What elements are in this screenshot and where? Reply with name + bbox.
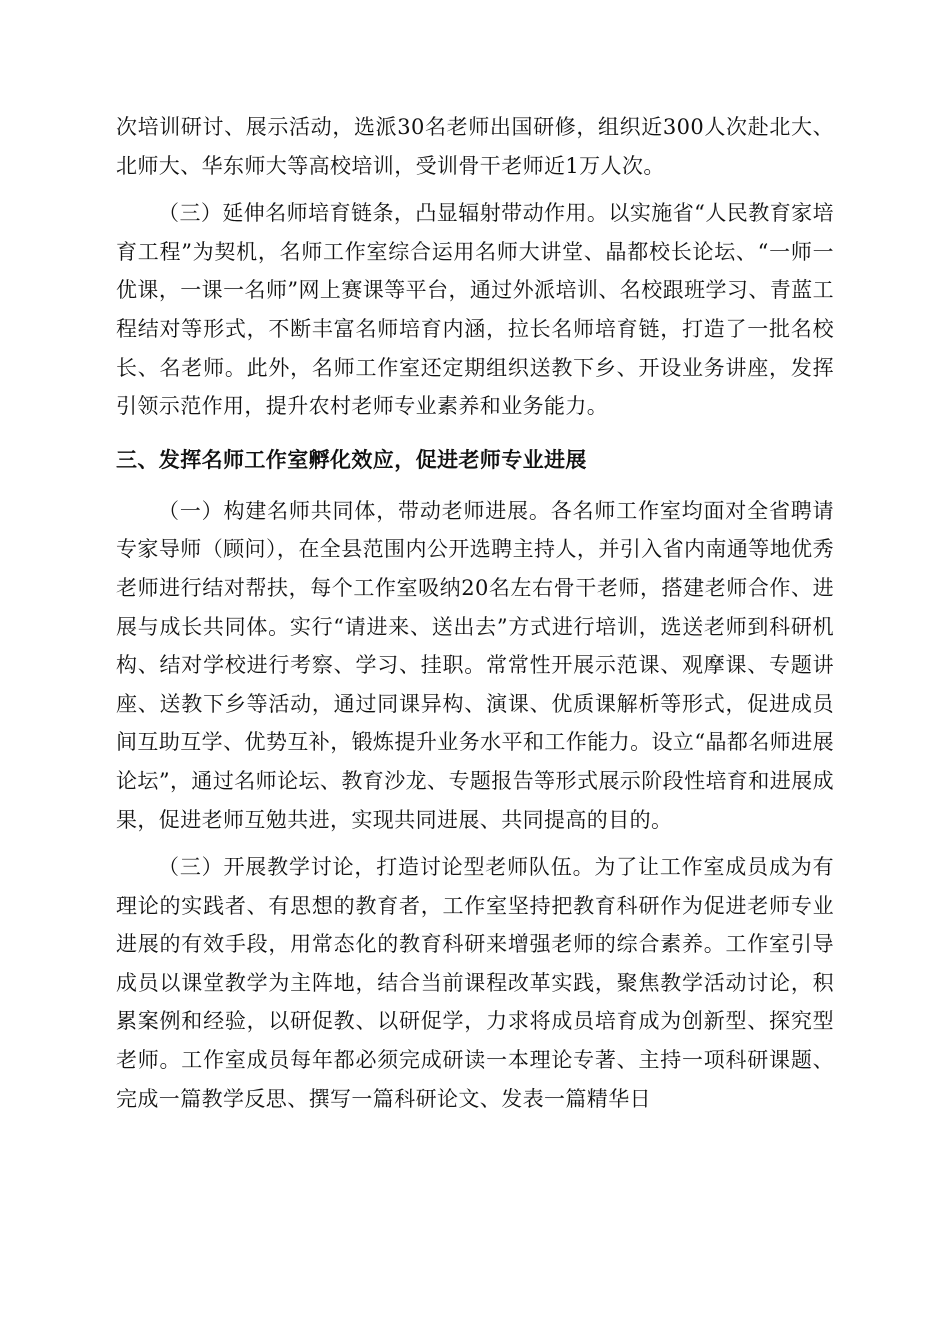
paragraph-extend-training-chain: （三）延伸名师培育链条，凸显辐射带动作用。以实施省“人民教育家培育工程”为契机，名师工作室综合运用名师大讲堂、晶都校长论坛、“一师一优课，一课一名师”网上赛课等平台，通过外派培训、名校跟班学习、青蓝工程结对等形式，不断丰富名师培育内涵，拉长名师培育链，打造了一批名校长、名老师。此外，名师工作室还定期组织送教下乡、开设业务讲座，发挥引领示范作用，提升农村老师专业素养和业务能力。 <box>116 201 834 419</box>
paragraph-teaching-research: （三）开展教学讨论，打造讨论型老师队伍。为了让工作室成员成为有理论的实践者、有思想的教育者，工作室坚持把教育科研作为促进老师专业进展的有效手段，用常态化的教育科研来增强老师的综合素养。工作室引导成员以课堂教学为主阵地，结合当前课程改革实践，聚焦教学活动讨论，积累案例和经验，以研促教、以研促学，力求将成员培育成为创新型、探究型老师。工作室成员每年都必须完成研读一本理论专著、主持一项科研课题、完成一篇教学反思、撰写一篇科研论文、发表一篇精华日 <box>116 855 834 1111</box>
section-heading-3: 三、发挥名师工作室孵化效应，促进老师专业进展 <box>116 447 587 472</box>
document-body <box>116 108 834 1118</box>
paragraph-build-community: （一）构建名师共同体，带动老师进展。各名师工作室均面对全省聘请专家导师（顾问），在全县范围内公开选聘主持人，并引入省内南通等地优秀老师进行结对帮扶，每个工作室吸纳20名左右骨干老师，搭建老师合作、进展与成长共同体。实行“请进来、送出去”方式进行培训，选送老师到科研机构、结对学校进行考察、学习、挂职。常常性开展示范课、观摩课、专题讲座、送教下乡等活动，通过同课异构、演课、优质课解析等形式，促进成员间互助互学、优势互补，锻炼提升业务水平和工作能力。设立“晶都名师进展论坛”，通过名师论坛、教育沙龙、专题报告等形式展示阶段性培育和进展成果，促进老师互勉共进，实现共同进展、共同提高的目的。 <box>116 498 834 832</box>
paragraph-continued: 次培训研讨、展示活动，选派30名老师出国研修，组织近300人次赴北大、北师大、华东师大等高校培训，受训骨干老师近1万人次。 <box>116 115 834 178</box>
